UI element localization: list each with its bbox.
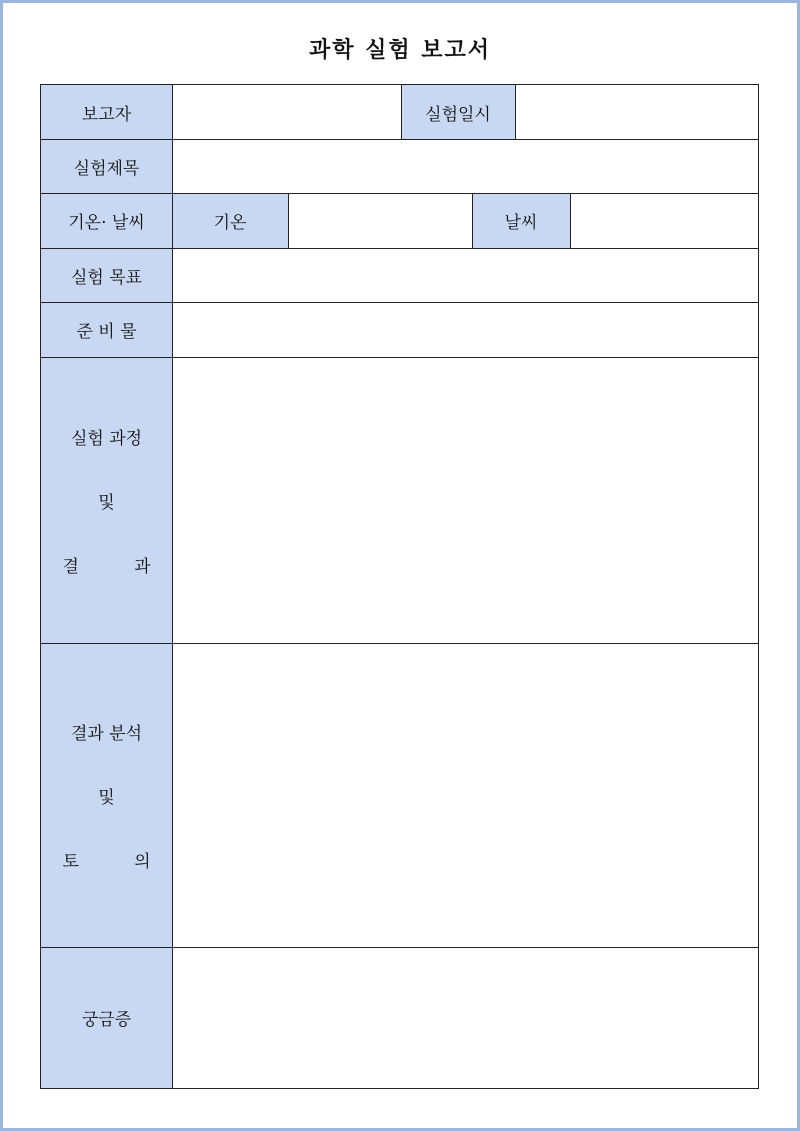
row-divider	[41, 193, 758, 194]
experiment-date-label: 실험일시	[401, 85, 515, 139]
analysis-line2: 및	[98, 787, 115, 808]
page-title: 과학 실험 보고서	[308, 38, 492, 63]
curiosity-label: 궁금증	[41, 947, 172, 1088]
analysis-discussion-label	[41, 643, 172, 947]
curiosity-field[interactable]	[172, 947, 758, 1088]
row-divider	[41, 947, 758, 948]
goal-field[interactable]	[172, 248, 758, 302]
column-divider	[472, 193, 473, 248]
analysis-line3b: 의	[134, 851, 151, 872]
weather-field[interactable]	[570, 193, 758, 248]
row-divider	[41, 302, 758, 303]
row-divider	[41, 357, 758, 358]
analysis-discussion-field[interactable]	[172, 643, 758, 947]
analysis-line1: 결과 분석	[70, 723, 143, 744]
row-divider	[41, 139, 758, 140]
temperature-label: 기온	[172, 193, 288, 248]
weather-label: 날씨	[472, 193, 570, 248]
process-line1: 실험 과정	[70, 428, 143, 449]
column-divider	[570, 193, 571, 248]
process-line2: 및	[98, 492, 115, 513]
reporter-label: 보고자	[41, 85, 172, 139]
label-column-divider	[172, 85, 173, 1088]
materials-field[interactable]	[172, 302, 758, 357]
analysis-line3a: 토	[62, 851, 79, 872]
process-line3a: 결	[62, 556, 79, 577]
temp-weather-label: 기온· 날씨	[41, 193, 172, 248]
reporter-field[interactable]	[172, 85, 401, 139]
column-divider	[288, 193, 289, 248]
experiment-title-label: 실험제목	[41, 139, 172, 193]
experiment-date-field[interactable]	[515, 85, 758, 139]
temperature-field[interactable]	[288, 193, 472, 248]
process-result-field[interactable]	[172, 357, 758, 643]
column-divider	[401, 85, 402, 139]
row-divider	[41, 248, 758, 249]
goal-label: 실험 목표	[41, 248, 172, 302]
column-divider	[515, 85, 516, 139]
process-line3b: 과	[134, 556, 151, 577]
row-divider	[41, 643, 758, 644]
process-result-label	[41, 357, 172, 643]
materials-label: 준 비 물	[41, 302, 172, 357]
report-form	[40, 84, 759, 1089]
experiment-title-field[interactable]	[172, 139, 758, 193]
